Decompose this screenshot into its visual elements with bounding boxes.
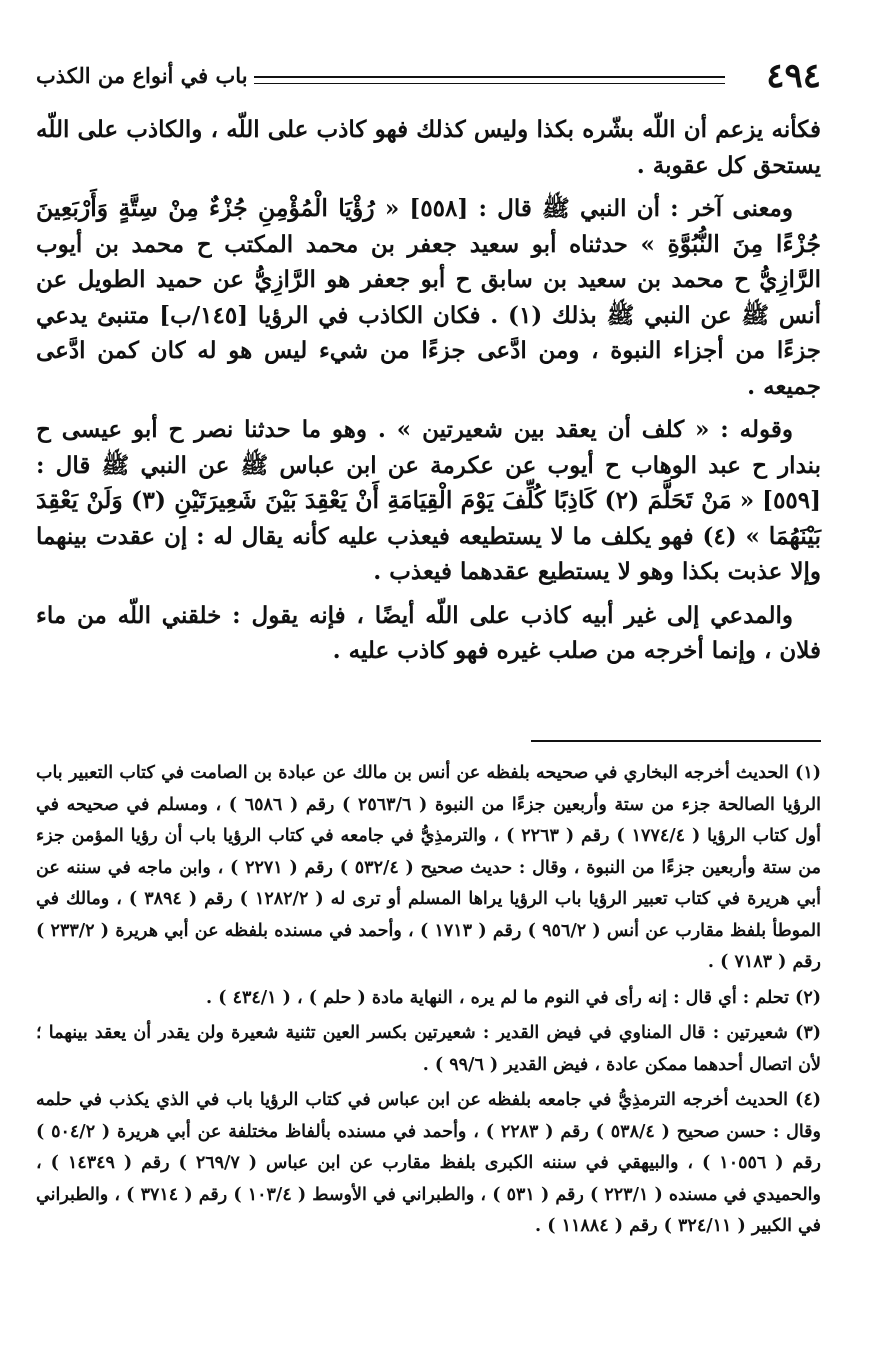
main-text	[36, 112, 821, 677]
footnote-separator	[531, 740, 821, 742]
chapter-title: باب في أنواع من الكذب	[36, 63, 248, 88]
paragraph-3-intro: وقوله : «	[695, 416, 793, 443]
page-number: ٤٩٤	[766, 56, 821, 96]
header-rule	[254, 76, 725, 84]
hadith-558: رُؤْيَا الْمُؤْمِنِ جُزْءٌ مِنْ سِتَّةٍ وَأَرْبَعِينَ جُزْءًا مِنَ النُّبُوَّةِ	[36, 194, 821, 258]
paragraph-2-intro: ومعنى آخر : أن النبي ﷺ قال : [٥٥٨] «	[384, 195, 793, 222]
footnotes	[36, 758, 821, 1247]
footnote-1: (١) الحديث أخرجه البخاري في صحيحه بلفظه عن أنس بن مالك عن عبادة بن الصامت في كتاب التعبير باب الرؤيا الصالحة جزء من ستة وأربعين جزءًا من النبوة ( ٢٥٦٣/٦ ) رقم ( ٦٥٨٦ ) ، ومسلم في صحيحه في أول كتاب الرؤيا ( ١٧٧٤/٤ ) رقم ( ٢٢٦٣ ) ، والترمذِيُّ في جامعه في كتاب الرؤيا باب أن رؤيا المؤمن جزء من ستة وأربعين جزءًا من النبوة ، وقال : حديث صحيح ( ٥٣٢/٤ ) رقم ( ٢٢٧١ ) ، وابن ماجه في سننه عن أبي هريرة في كتاب تعبير الرؤيا باب الرؤيا يراها المسلم أو ترى له ( ١٢٨٢/٢ ) رقم ( ٣٨٩٤ ) ، ومالك في الموطأ بلفظ مقارب عن أنس ( ٩٥٦/٢ ) رقم ( ١٧١٣ ) ، وأحمد في مسنده بلفظه عن أبي هريرة ( ٢٣٣/٢ ) رقم ( ٧١٨٣ ) .	[36, 763, 821, 972]
paragraph-1: فكأنه يزعم أن اللّه بشّره بكذا وليس كذلك فهو كاذب على اللّه ، والكاذب على اللّه يستحق كل عقوبة .	[36, 116, 821, 179]
footnote-2: (٢) تحلم : أي قال : إنه رأى في النوم ما لم يره ، النهاية مادة ( حلم ) ، ( ٤٣٤/١ ) .	[206, 987, 821, 1008]
paragraph-4: والمدعي إلى غير أبيه كاذب على اللّه أيضًا ، فإنه يقول : خلقني اللّه من ماء فلان ، وإنما أخرجه من صلب غيره فهو كاذب عليه .	[36, 601, 821, 664]
footnote-4: (٤) الحديث أخرجه الترمذِيُّ في جامعه بلفظه عن ابن عباس في كتاب الرؤيا باب في الذي يكذب في حلمه وقال : حسن صحيح ( ٥٣٨/٤ ) رقم ( ٢٢٨٣ ) ، وأحمد في مسنده بألفاظ مختلفة عن أبي هريرة ( ٥٠٤/٢ ) رقم ( ١٠٥٥٦ ) ، والبيهقي في سننه الكبرى بلفظ مقارب عن ابن عباس ( ٢٦٩/٧ ) رقم ( ١٤٣٤٩ ) ، والحميدي في مسنده ( ٢٢٣/١ ) رقم ( ٥٣١ ) ، والطبراني في الأوسط ( ١٠٣/٤ ) رقم ( ٣٧١٤ ) ، والطبراني في الكبير ( ٣٢٤/١١ ) رقم ( ١١٨٨٤ ) .	[36, 1090, 821, 1236]
quoted-phrase: كلف أن يعقد بين شعيرتين	[422, 416, 685, 443]
paragraph-3	[36, 412, 821, 590]
page-header	[36, 56, 821, 96]
paragraph-2	[36, 191, 821, 404]
paragraph-2-rest: » حدثناه أبو سعيد جعفر بن محمد المكتب ح محمد بن أيوب الرَّازِيُّ ح محمد بن سعيد بن سابق ح أبو جعفر هو الرَّازِيُّ عن حميد الطويل عن أنس ﷺ عن النبي ﷺ بذلك (١) . فكان الكاذب في الرؤيا [١٤٥/ب] متنبئ يدعي جزءًا من أجزاء النبوة ، ومن ادَّعى جزءًا من شيء ليس هو له كان كمن ادَّعى جميعه .	[36, 230, 822, 400]
hadith-559: مَنْ تَحَلَّمَ (٢) كَاذِبًا كُلِّفَ يَوْمَ الْقِيَامَةِ أَنْ يَعْقِدَ بَيْنَ شَعِيرَتَيْنِ (٣) وَلَنْ يَعْقِدَ بَيْنَهُمَا	[36, 486, 821, 550]
paragraph-3-mid: » . وهو ما حدثنا نصر ح أبو عيسى ح بندار ح عبد الوهاب ح أيوب عن عكرمة عن ابن عباس ﷺ عن النبي ﷺ قال : [٥٥٩] «	[36, 416, 822, 514]
footnote-3: (٣) شعيرتين : قال المناوي في فيض القدير : شعيرتين بكسر العين تثنية شعيرة ولن يقدر أن يعقد بينهما ؛ لأن اتصال أحدهما ممكن عادة ، فيض القدير ( ٩٩/٦ ) .	[36, 1023, 821, 1075]
paragraph-3-rest: » (٤) فهو يكلف ما لا يستطيعه فيعذب عليه كأنه يقال له : إن عقدت بينهما وإلا عذبت بكذا وهو لا يستطيع عقدهما فيعذب .	[36, 522, 821, 585]
